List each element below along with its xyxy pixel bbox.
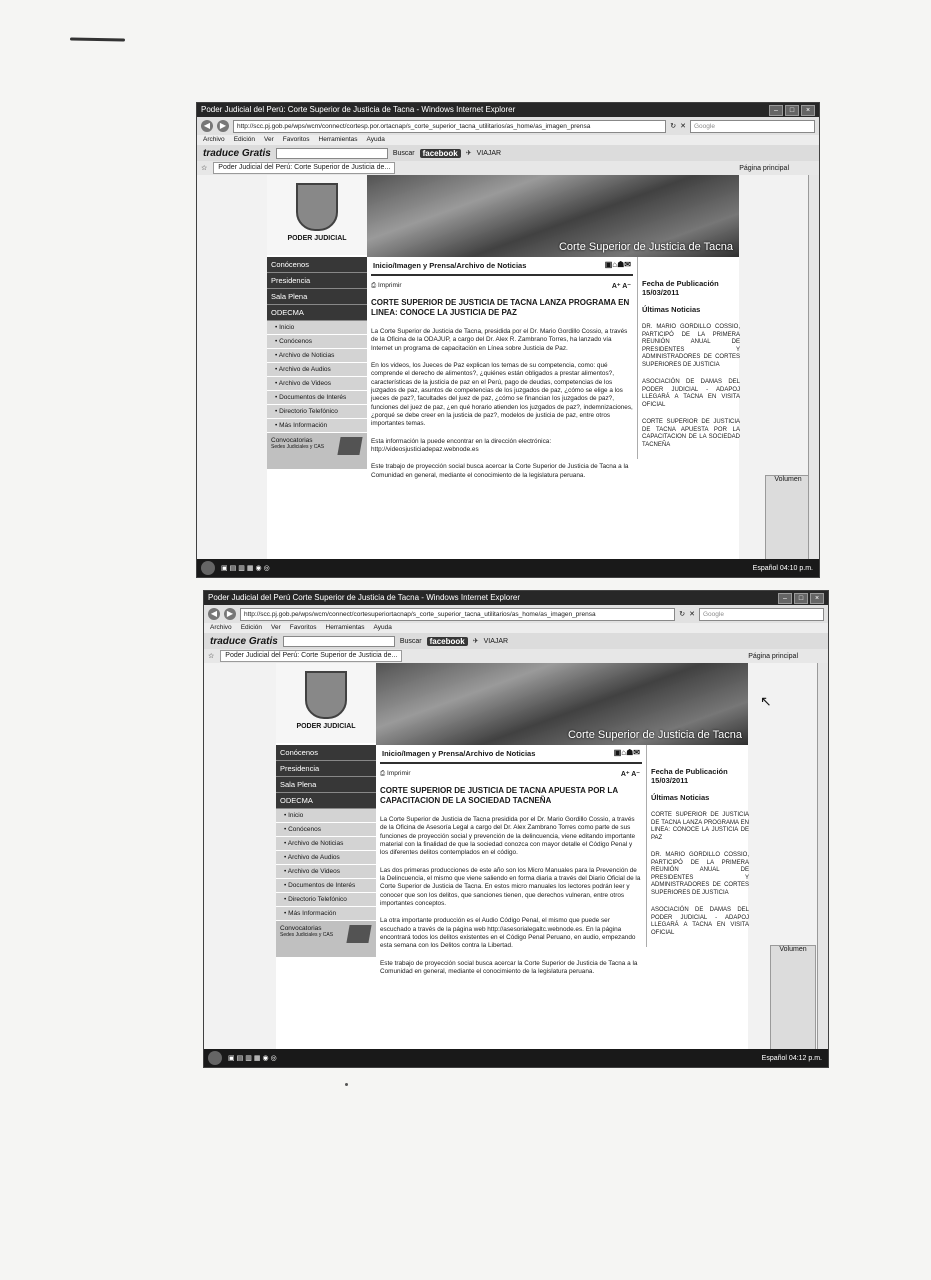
logo-area	[276, 663, 376, 743]
back-button[interactable]: ◀	[208, 608, 220, 620]
minimize-button[interactable]: –	[778, 593, 792, 604]
article-paragraph: Las dos primeras producciones de este año son los Micro Manuales para la Prevención de la Delincuencia, el mismo que viene saliendo en forma diaria a través del Diario Oficial de la Corte Superior de Justicia de Tacna. En estos micro manuales los lectores podrán leer y conocer que son los delitos, que sanciones tienen, que derechos vulneran, entre otros importantes conceptos.	[380, 866, 641, 907]
menu-edicion[interactable]: Edición	[233, 136, 256, 143]
article-main	[380, 745, 642, 985]
book-icon	[346, 925, 371, 943]
toolbar-search-input[interactable]	[276, 148, 388, 159]
news-link[interactable]: CORTE SUPERIOR DE JUSTICIA DE TACNA LANZA PROGRAMA EN LINEA: CONOCE LA JUSTICIA DE PAZ	[651, 812, 749, 841]
volume-popup[interactable]	[770, 945, 816, 1051]
forward-button[interactable]: ▶	[217, 120, 229, 132]
quick-launch-icons[interactable]: ▣▤▥▦◉◎	[221, 565, 272, 572]
language-indicator[interactable]: Español	[761, 1054, 787, 1062]
toolbar-search-input[interactable]	[283, 636, 395, 647]
tab-row	[197, 161, 819, 176]
convocatorias-banner[interactable]	[276, 921, 376, 957]
close-button[interactable]: ×	[810, 593, 824, 604]
publication-label: Fecha de Publicación	[651, 767, 728, 776]
menu-herramientas[interactable]: Herramientas	[325, 624, 365, 631]
menu-ver[interactable]: Ver	[264, 136, 274, 143]
nav-presidencia[interactable]: Presidencia	[267, 273, 367, 289]
breadcrumb-text[interactable]: Inicio/Imagen y Prensa/Archivo de Noticias	[382, 749, 536, 758]
maximize-button[interactable]: □	[785, 105, 799, 116]
print-link[interactable]: Imprimir	[378, 282, 402, 289]
menu-herramientas[interactable]: Herramientas	[318, 136, 358, 143]
convocatorias-title: Convocatorias	[280, 925, 322, 932]
screenshot-bottom	[203, 590, 829, 1068]
news-link[interactable]: ASOCIACIÓN DE DAMAS DEL PODER JUDICIAL - ADAPOJ LLEGARÁ A TACNA EN VISITA OFICIAL	[651, 907, 749, 936]
system-tray	[753, 565, 813, 572]
subnav-conocenos[interactable]: • Conócenos	[267, 335, 367, 349]
start-button[interactable]	[208, 1051, 222, 1065]
address-bar	[204, 605, 828, 623]
nav-odecma[interactable]: ODECMA	[267, 305, 367, 321]
viajar-button[interactable]: VIAJAR	[483, 637, 509, 645]
back-button[interactable]: ◀	[201, 120, 213, 132]
publication-label: Fecha de Publicación	[642, 279, 719, 288]
printer-icon[interactable]: ⎙	[371, 282, 377, 289]
browser-tab[interactable]: Poder Judicial del Perú: Corte Superior de Justicia de...	[213, 162, 395, 174]
home-page-button[interactable]: Página principal	[748, 652, 798, 660]
print-row	[371, 282, 633, 290]
news-link[interactable]: CORTE SUPERIOR DE JUSTICIA DE TACNA APUESTA POR LA CAPACITACION DE LA SOCIEDAD TACNEÑA	[642, 419, 740, 448]
search-input[interactable]: Google	[699, 608, 824, 621]
banner-image	[367, 175, 739, 257]
mouse-cursor-icon: ↖	[760, 693, 772, 709]
scan-speck	[345, 1083, 348, 1086]
convocatorias-title: Convocatorias	[271, 437, 313, 444]
subnav-archivo-audios[interactable]: • Archivo de Audios	[267, 363, 367, 377]
traduce-brand: traduce Gratis	[210, 635, 278, 647]
breadcrumb	[380, 745, 642, 764]
coat-of-arms-icon	[296, 183, 338, 231]
subnav-inicio[interactable]: • Inicio	[267, 321, 367, 335]
subnav-directorio[interactable]: • Directorio Telefónico	[267, 405, 367, 419]
menu-ayuda[interactable]: Ayuda	[366, 136, 385, 143]
site-frame	[276, 663, 748, 1049]
home-page-button[interactable]: Página principal	[739, 164, 789, 172]
menu-favoritos[interactable]: Favoritos	[282, 136, 310, 143]
page-content	[197, 175, 819, 559]
menu-edicion[interactable]: Edición	[240, 624, 263, 631]
menu-ver[interactable]: Ver	[271, 624, 281, 631]
article-headline: CORTE SUPERIOR DE JUSTICIA DE TACNA LANZA PROGRAMA EN LINEA: CONOCE LA JUSTICIA DE PAZ	[371, 298, 630, 317]
font-size-buttons[interactable]: A⁺ A⁻	[611, 283, 631, 290]
logo-text: PODER JUDICIAL	[287, 235, 347, 242]
subnav-mas-informacion[interactable]: • Más Información	[267, 419, 367, 433]
scrollbar[interactable]	[808, 175, 819, 559]
convocatorias-subtitle: Sedes Judiciales y CAS	[280, 932, 334, 938]
publication-date: 15/03/2011	[642, 288, 680, 297]
volume-popup[interactable]	[765, 475, 811, 561]
latest-news-heading: Últimas Noticias	[642, 305, 701, 314]
pen-mark	[70, 38, 125, 42]
volume-label: Volumen	[774, 476, 802, 483]
article-paragraph: En los videos, los Jueces de Paz explican los temas de su competencia, como: qué comprende el derecho de alimentos?, ¿quiénes están obligados a prestar alimentos?, características de la justicia de paz en el Perú, pago de deudas, competencias de los juzgados de paz, asuntos de competencias de los juzgados de paz, ¿cómo se elige a los jueces de paz?, facultades del juez de paz, ¿cómo se financian los juzgados de paz?, funciones del juez de paz, ¿en qué horario atienden los juzgados de paz?, indemnizaciones, ¿porqué se debe creer en la justicia de paz?, modelos de justicia de paz, entre otros importantes temas.	[371, 361, 633, 428]
convocatorias-banner[interactable]	[267, 433, 367, 469]
start-button[interactable]	[201, 561, 215, 575]
share-icons[interactable]: ▣⌂☗✉	[604, 260, 631, 269]
taskbar	[204, 1049, 828, 1067]
clock: 04:10 p.m.	[779, 564, 813, 572]
coat-of-arms-icon	[305, 671, 347, 719]
menu-ayuda[interactable]: Ayuda	[373, 624, 392, 631]
news-link[interactable]: ASOCIACIÓN DE DAMAS DEL PODER JUDICIAL - ADAPOJ LLEGARÁ A TACNA EN VISITA OFICIAL	[642, 379, 740, 408]
page-content	[204, 663, 828, 1049]
menu-archivo[interactable]: Archivo	[210, 624, 232, 631]
menu-bar	[204, 623, 828, 633]
scrollbar[interactable]	[817, 663, 828, 1049]
printer-icon[interactable]: ⎙	[380, 770, 386, 777]
toolbar	[197, 145, 819, 161]
facebook-button[interactable]: facebook	[427, 637, 468, 646]
nav-presidencia[interactable]: Presidencia	[276, 761, 376, 777]
breadcrumb	[371, 257, 633, 276]
minimize-button[interactable]: –	[769, 105, 783, 116]
toolbar	[204, 633, 828, 649]
close-button[interactable]: ×	[801, 105, 815, 116]
menu-archivo[interactable]: Archivo	[203, 136, 225, 143]
forward-button[interactable]: ▶	[224, 608, 236, 620]
article-paragraph: La otra importante producción es el Audio Código Penal, el mismo que puede ser escuchado a través de la página web http://asesorialegaltc.webnode.es. En la página encontrará todos los delitos existentes en el Código Penal Peruano, en audio, empezando esta semana con los Delitos contra la Libertad.	[380, 917, 636, 950]
favorites-star-icon[interactable]: ☆	[208, 653, 215, 660]
article-headline: CORTE SUPERIOR DE JUSTICIA DE TACNA APUESTA POR LA CAPACITACION DE LA SOCIEDAD TACNEÑA	[380, 786, 618, 805]
subnav-archivo-videos[interactable]: • Archivo de Videos	[267, 377, 367, 391]
taskbar	[197, 559, 819, 577]
logo-text: PODER JUDICIAL	[296, 723, 356, 730]
nav-sala-plena[interactable]: Sala Plena	[267, 289, 367, 305]
quick-launch-icons[interactable]: ▣▤▥▦◉◎	[228, 1055, 279, 1062]
nav-odecma[interactable]: ODECMA	[276, 793, 376, 809]
subnav-inicio[interactable]: • Inicio	[276, 809, 376, 823]
nav-sala-plena[interactable]: Sala Plena	[276, 777, 376, 793]
favorites-star-icon[interactable]: ☆	[201, 165, 208, 172]
menu-bar	[197, 135, 819, 145]
breadcrumb-text[interactable]: Inicio/Imagen y Prensa/Archivo de Noticias	[373, 261, 527, 270]
latest-news-heading: Últimas Noticias	[651, 793, 710, 802]
clock: 04:12 p.m.	[788, 1054, 822, 1062]
facebook-button[interactable]: facebook	[420, 149, 461, 158]
article-body	[371, 328, 633, 480]
convocatorias-subtitle: Sedes Judiciales y CAS	[271, 444, 325, 450]
traduce-brand: traduce Gratis	[203, 147, 271, 159]
address-bar	[197, 117, 819, 135]
subnav-archivo-noticias[interactable]: • Archivo de Noticias	[267, 349, 367, 363]
url-field[interactable]: http://scc.pj.gob.pe/wps/wcm/connect/cortesuperiortacnap/s_corte_superior_tacna_utilitarios/as_home/as_imagen_prensa	[240, 608, 675, 621]
subnav-archivo-videos[interactable]: • Archivo de Videos	[276, 865, 376, 879]
browser-tab[interactable]: Poder Judicial del Perú: Corte Superior de Justicia de...	[220, 650, 402, 662]
maximize-button[interactable]: □	[794, 593, 808, 604]
article-paragraph: La Corte Superior de Justicia de Tacna presidida por el Dr. Mario Gordillo Cossio, a través de la Oficina de Asesoría Legal a cargo del Dr. Alex Zambrano Torres como parte de sus funciones de proyección social y prevención de la delincuencia, viene editando importante material con la finalidad de que la sociedad conozca con mayor detalle el Código Penal y los diferentes delitos contemplados en el código.	[380, 816, 636, 857]
left-nav	[267, 257, 367, 469]
book-icon	[337, 437, 362, 455]
volume-label: Volumen	[779, 946, 807, 953]
airplane-icon: ✈	[465, 150, 472, 157]
url-field[interactable]: http://scc.pj.gob.pe/wps/wcm/connect/cortesp.por.ortacnap/s_corte_superior_tacna_utilitarios/as_home/as_imagen_prensa	[233, 120, 666, 133]
system-tray	[762, 1055, 822, 1062]
print-link[interactable]: Imprimir	[387, 770, 411, 777]
news-link[interactable]: DR. MARIO GORDILLO COSSIO, PARTICIPÓ DE LA PRIMERA REUNIÓN ANUAL DE PRESIDENTES Y ADMINISTRADORES DE CORTES SUPERIORES DE JUSTICIA	[642, 324, 740, 368]
banner-image	[376, 663, 748, 745]
share-icons[interactable]: ▣⌂☗✉	[613, 748, 640, 757]
stop-icon[interactable]: ✕	[689, 611, 695, 618]
subnav-mas-informacion[interactable]: • Más Información	[276, 907, 376, 921]
banner-caption: Corte Superior de Justicia de Tacna	[558, 241, 733, 253]
sidebar-news	[646, 745, 749, 947]
article-paragraph: La Corte Superior de Justicia de Tacna, presidida por el Dr. Mario Gordillo Cossio, a través de la Oficina de la ODAJUP, a cargo del Dr. Alex R. Zambrano Torres, ha lanzado vía Internet un programa de capacitación en Línea sobre Justicia de Paz.	[371, 328, 628, 352]
refresh-icon[interactable]: ↻	[679, 611, 686, 618]
nav-conocenos[interactable]: Conócenos	[276, 745, 376, 761]
print-row	[380, 770, 642, 778]
site-frame	[267, 175, 739, 559]
sidebar-news	[637, 257, 740, 459]
language-indicator[interactable]: Español	[752, 564, 778, 572]
subnav-archivo-noticias[interactable]: • Archivo de Noticias	[276, 837, 376, 851]
subnav-conocenos[interactable]: • Conócenos	[276, 823, 376, 837]
screenshot-top	[196, 102, 820, 578]
viajar-button[interactable]: VIAJAR	[476, 149, 502, 157]
window-title: Poder Judicial del Perú Corte Superior de Justicia de Tacna - Windows Internet Explorer	[208, 593, 521, 602]
subnav-archivo-audios[interactable]: • Archivo de Audios	[276, 851, 376, 865]
window-title: Poder Judicial del Perú: Corte Superior de Justicia de Tacna - Windows Internet Explorer	[201, 105, 516, 114]
buscar-button[interactable]: Buscar	[399, 637, 422, 645]
article-main	[371, 257, 633, 489]
font-size-buttons[interactable]: A⁺ A⁻	[620, 771, 640, 778]
article-paragraph: Este trabajo de proyección social busca acercar la Corte Superior de Justicia de Tacna a la Comunidad en general, mediante el conocimiento de la legislatura peruana.	[380, 959, 638, 975]
window-titlebar	[197, 103, 819, 117]
article-paragraph: Esta información la puede encontrar en la dirección electrónica: http://videosjusticiadepaz.webnode.es	[371, 437, 552, 453]
airplane-icon: ✈	[472, 638, 479, 645]
publication-date: 15/03/2011	[651, 776, 689, 785]
subnav-documentos[interactable]: • Documentos de Interés	[267, 391, 367, 405]
subnav-documentos[interactable]: • Documentos de Interés	[276, 879, 376, 893]
news-link[interactable]: DR. MARIO GORDILLO COSSIO, PARTICIPÓ DE LA PRIMERA REUNIÓN ANUAL DE PRESIDENTES Y ADMINISTRADORES DE CORTES SUPERIORES DE JUSTICIA	[651, 852, 749, 896]
window-titlebar	[204, 591, 828, 605]
article-body	[380, 816, 642, 976]
tab-row	[204, 649, 828, 664]
buscar-button[interactable]: Buscar	[392, 149, 415, 157]
nav-conocenos[interactable]: Conócenos	[267, 257, 367, 273]
banner-caption: Corte Superior de Justicia de Tacna	[567, 729, 742, 741]
subnav-directorio[interactable]: • Directorio Telefónico	[276, 893, 376, 907]
logo-area	[267, 175, 367, 255]
left-nav	[276, 745, 376, 957]
search-input[interactable]: Google	[690, 120, 815, 133]
menu-favoritos[interactable]: Favoritos	[289, 624, 317, 631]
article-paragraph: Este trabajo de proyección social busca acercar la Corte Superior de Justicia de Tacna a la Comunidad en general, mediante el conocimiento de la legislatura peruana.	[371, 463, 629, 479]
stop-icon[interactable]: ✕	[680, 123, 686, 130]
refresh-icon[interactable]: ↻	[670, 123, 677, 130]
